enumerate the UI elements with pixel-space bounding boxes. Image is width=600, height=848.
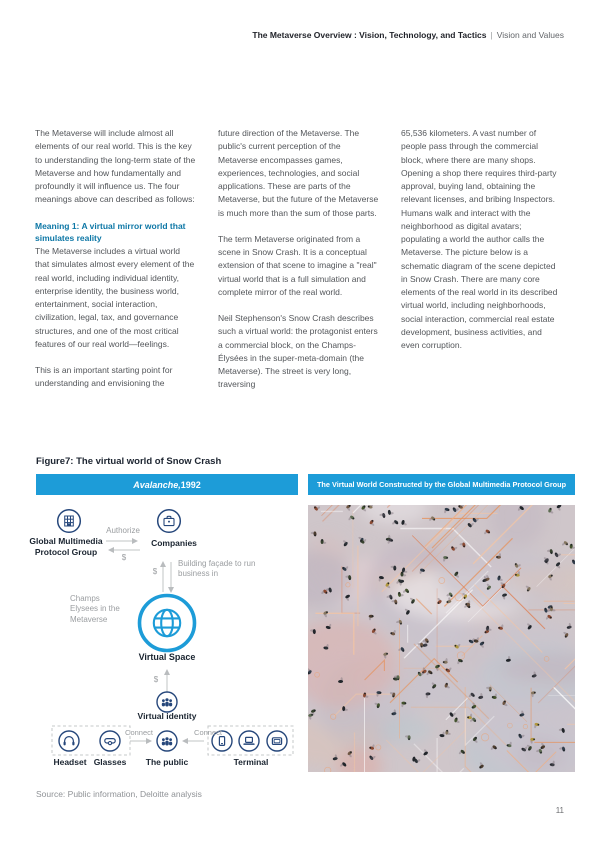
dollar-label: $ (153, 675, 159, 684)
header-title: The Metaverse Overview : Vision, Technology, and Tactics (252, 30, 487, 40)
glasses-label: Glasses (93, 757, 127, 767)
crowd-photo (308, 505, 575, 772)
champs-elysees-label: Champs Elysees in the Metaverse (70, 594, 120, 624)
diagram-header-bar (36, 474, 298, 495)
dollar-label: $ (152, 567, 158, 576)
column-2 (218, 127, 379, 405)
photo-canvas (308, 505, 575, 772)
dollar-label: $ (121, 553, 127, 562)
avalanche-label: Avalanche, (133, 479, 181, 490)
meaning-1-heading: Meaning 1: A virtual mirror world that simulates reality (35, 220, 186, 244)
body-paragraph: The Metaverse will include almost all elements of our real world. This is the key to understanding the long-term state of the Metaverse and how fundamentally and profoundly it will influence us. The four meanings above can described as follows: (35, 128, 196, 205)
gmpg-node (56, 508, 82, 534)
column-3 (401, 127, 562, 405)
snow-crash-diagram (29, 500, 298, 790)
body-paragraph: future direction of the Metaverse. The public's current perception of the Metaverse encompasses games, experiences, technologies, and social applications. These are parts of the Metaverse, but the future of the Metaverse is much more than the sum of those parts. (218, 128, 379, 218)
body-paragraph: The Metaverse includes a virtual world that simulates almost every element of the real world, including individual identity, enterprise identity, the business world, entertainment, social interaction, civilization, legal, tax, and governance structures, and one of the most critical features of our real world—feelings. (35, 246, 195, 349)
headphones-icon (58, 730, 81, 753)
body-paragraph: Neil Stephenson's Snow Crash describes such a virtual world: the protagonist enters a commercial block, on the Champs-Élysées in the super-meta-domain (the Metaverse). The street is very long, traversing (218, 313, 378, 390)
the-public-node (156, 730, 179, 753)
companies-label: Companies (151, 538, 197, 548)
virtual-space-node (135, 591, 199, 655)
header-separator: | (490, 30, 493, 40)
header-section: Vision and Values (496, 30, 564, 40)
authorize-label: Authorize (106, 526, 140, 535)
body-columns (35, 127, 563, 405)
body-paragraph: 65,536 kilometers. A vast number of people pass through the commercial block, where there are many shops. Opening a shop there requires third-party approval, buying land, obtaining the relevant licenses, and bribing Inspectors. Humans walk and interact with the neighborhood as digital avatars; populating a world the author calls the Metaverse. The picture below is a schematic diagram of the scene depicted in Snow Crash. There are many core elements of the real world in its described virtual world, including neighborhoods, social interaction, commercial real estate development, business activities, and even corruption. (401, 128, 558, 350)
glasses-node (99, 730, 122, 753)
laptop-icon (238, 730, 261, 753)
building-icon (56, 508, 82, 534)
gmpg-label: Global Multimedia Protocol Group (29, 536, 103, 557)
running-header (252, 30, 564, 40)
source-note: Source: Public information, Deloitte analysis (36, 789, 202, 799)
terminal-laptop-node (238, 730, 261, 753)
avalanche-year: 1992 (180, 479, 201, 490)
headset-label: Headset (53, 757, 87, 767)
briefcase-icon (156, 508, 182, 534)
terminal-label: Terminal (233, 757, 269, 767)
connect-label: Connect (194, 728, 222, 737)
virtual-identity-label: Virtual identity (137, 711, 197, 721)
body-paragraph: This is an important starting point for understanding and envisioning the (35, 365, 173, 389)
page-number: 11 (555, 806, 564, 815)
body-paragraph: The term Metaverse originated from a scene in Snow Crash. It is a conceptual extension of that scene to imagine a "real" virtual world that is a full simulation and complete mirror of the real world. (218, 233, 377, 297)
virtual-space-label: Virtual Space (138, 652, 196, 662)
globe-icon (135, 591, 199, 655)
people-icon (156, 730, 179, 753)
photo-header-bar: The Virtual World Constructed by the Global Multimedia Protocol Group (308, 474, 575, 495)
vr-glasses-icon (99, 730, 122, 753)
connect-label: Connect (125, 728, 153, 737)
companies-node (156, 508, 182, 534)
terminal-monitor-node (266, 730, 289, 753)
figure-title: Figure7: The virtual world of Snow Crash (36, 456, 222, 467)
headset-node (58, 730, 81, 753)
column-1 (35, 127, 196, 405)
the-public-label: The public (145, 757, 189, 767)
building-facade-label: Building façade to run business in (178, 559, 256, 579)
monitor-icon (266, 730, 289, 753)
